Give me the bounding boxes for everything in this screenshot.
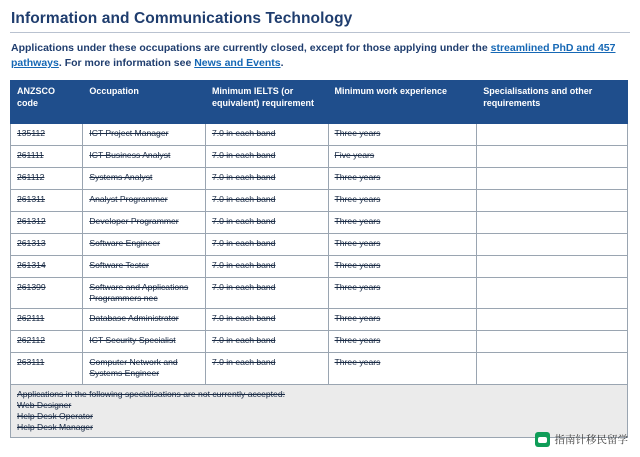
column-header-specialisations: Specialisations and other requirements <box>477 81 628 124</box>
cell-experience: Three years <box>328 255 477 277</box>
table-header-row <box>11 81 628 124</box>
cell-code: 261111 <box>11 145 83 167</box>
cell-code: 262111 <box>11 309 83 331</box>
table-row <box>11 353 628 384</box>
intro-text-3: . <box>280 57 284 70</box>
intro-paragraph <box>11 41 630 71</box>
cell-specialisations <box>477 277 628 308</box>
cell-specialisations <box>477 211 628 233</box>
table-row <box>11 277 628 308</box>
cell-occupation: ICT Project Manager <box>83 123 206 145</box>
column-header-occupation: Occupation <box>83 81 206 124</box>
table-note-row <box>11 384 628 438</box>
cell-occupation: ICT Security Specialist <box>83 331 206 353</box>
cell-ielts: 7.0 in each band <box>205 277 328 308</box>
title-divider <box>10 32 630 33</box>
cell-code: 261399 <box>11 277 83 308</box>
cell-code: 261112 <box>11 167 83 189</box>
column-header-work-experience: Minimum work experience <box>328 81 477 124</box>
cell-occupation: Systems Analyst <box>83 167 206 189</box>
cell-occupation: Developer Programmer <box>83 211 206 233</box>
cell-occupation: Software and Applications Programmers nec <box>83 277 206 308</box>
watermark-text: 指南针移民留学 <box>554 434 628 446</box>
table-row <box>11 211 628 233</box>
cell-experience: Three years <box>328 277 477 308</box>
cell-specialisations <box>477 331 628 353</box>
cell-ielts: 7.0 in each band <box>205 331 328 353</box>
table-row <box>11 167 628 189</box>
intro-text-1: Applications under these occupations are currently closed, except for those applying under the <box>11 42 491 54</box>
specialisations-note <box>11 384 628 438</box>
cell-specialisations <box>477 167 628 189</box>
note-heading: Applications in the following specialisations are not currently accepted: <box>17 388 285 399</box>
cell-specialisations <box>477 145 628 167</box>
cell-code: 261312 <box>11 211 83 233</box>
cell-occupation: Database Administrator <box>83 309 206 331</box>
cell-experience: Three years <box>328 167 477 189</box>
cell-ielts: 7.0 in each band <box>205 167 328 189</box>
cell-code: 261314 <box>11 255 83 277</box>
note-item: Web Designer <box>17 399 72 410</box>
cell-ielts: 7.0 in each band <box>205 189 328 211</box>
cell-specialisations <box>477 189 628 211</box>
cell-ielts: 7.0 in each band <box>205 353 328 384</box>
cell-occupation: Software Engineer <box>83 233 206 255</box>
cell-experience: Five years <box>328 145 477 167</box>
cell-occupation: Computer Network and Systems Engineer <box>83 353 206 384</box>
table-row <box>11 255 628 277</box>
cell-specialisations <box>477 123 628 145</box>
cell-experience: Three years <box>328 353 477 384</box>
cell-experience: Three years <box>328 189 477 211</box>
cell-ielts: 7.0 in each band <box>205 255 328 277</box>
table-row <box>11 233 628 255</box>
cell-occupation: Analyst Programmer <box>83 189 206 211</box>
cell-ielts: 7.0 in each band <box>205 145 328 167</box>
cell-ielts: 7.0 in each band <box>205 233 328 255</box>
column-header-ielts: Minimum IELTS (or equivalent) requirement <box>205 81 328 124</box>
cell-ielts: 7.0 in each band <box>205 309 328 331</box>
table-row <box>11 331 628 353</box>
cell-experience: Three years <box>328 233 477 255</box>
table-row <box>11 145 628 167</box>
cell-code: 261313 <box>11 233 83 255</box>
note-item: Help Desk Manager <box>17 422 93 433</box>
intro-text-2: . For more information see <box>58 57 195 70</box>
table-row <box>11 189 628 211</box>
page-title: Information and Communications Technology <box>11 10 353 27</box>
cell-experience: Three years <box>328 309 477 331</box>
cell-ielts: 7.0 in each band <box>205 123 328 145</box>
cell-experience: Three years <box>328 123 477 145</box>
column-header-anzsco-code: ANZSCO code <box>11 81 83 124</box>
occupations-table <box>10 80 628 438</box>
news-and-events-link[interactable]: News and Events <box>194 57 281 70</box>
cell-occupation: ICT Business Analyst <box>83 145 206 167</box>
cell-code: 261311 <box>11 189 83 211</box>
cell-code: 263111 <box>11 353 83 384</box>
watermark <box>535 432 629 447</box>
cell-experience: Three years <box>328 211 477 233</box>
cell-specialisations <box>477 233 628 255</box>
cell-code: 262112 <box>11 331 83 353</box>
table-row <box>11 123 628 145</box>
cell-specialisations <box>477 255 628 277</box>
cell-code: 135112 <box>11 123 83 145</box>
cell-specialisations <box>477 353 628 384</box>
cell-experience: Three years <box>328 331 477 353</box>
streamlined-pathways-link[interactable]: streamlined PhD and 457 pathways <box>11 42 616 70</box>
cell-ielts: 7.0 in each band <box>205 211 328 233</box>
table-row <box>11 309 628 331</box>
cell-specialisations <box>477 309 628 331</box>
wechat-icon <box>535 432 550 447</box>
cell-occupation: Software Tester <box>83 255 206 277</box>
note-item: Help Desk Operator <box>17 410 93 421</box>
